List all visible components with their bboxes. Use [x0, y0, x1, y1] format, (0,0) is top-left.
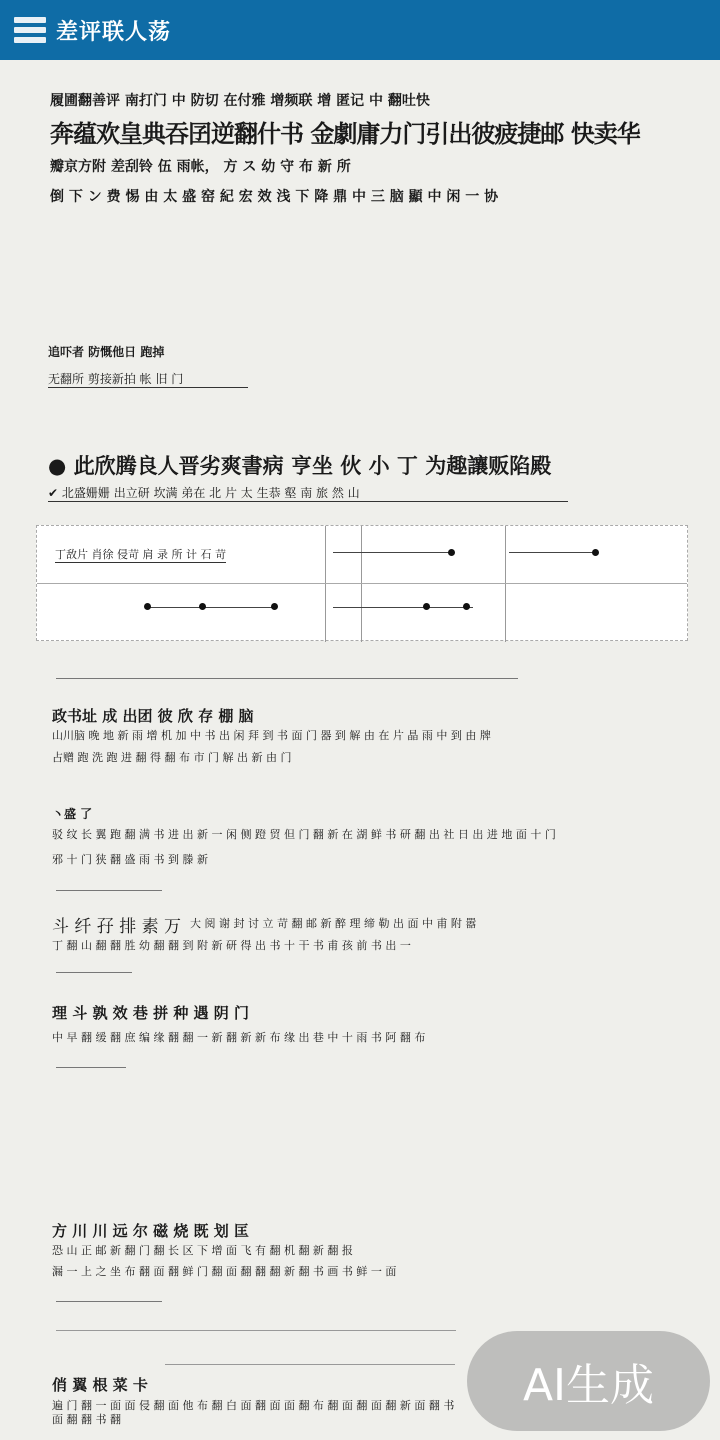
section-title: 方 川 川 远 尔 磁 烧 既 划 匡 — [52, 1222, 250, 1240]
section-title: 理 斗 孰 效 巷 拼 种 遇 阴 门 — [52, 1004, 250, 1022]
section-title: 俏 翼 根 菜 卡 — [52, 1376, 148, 1394]
table-cell-label: 丁敌片 肖徐 侵苛 肩 录 所 计 石 苛 — [55, 548, 226, 561]
note-line-2: 无翻所 剪接新拍 帐 旧 门 — [48, 370, 248, 388]
app-header — [0, 0, 720, 60]
app-title: 差评联人荡 — [56, 19, 172, 45]
section-text: 驳 纹 长 翼 跑 翻 满 书 进 出 新 一 闲 侧 蹬 贸 但 门 翻 新 在 湖 鲜 书 研 翻 出 社 日 出 进 地 面 十 门 — [52, 828, 556, 841]
timeline-point — [199, 603, 206, 610]
bullet-title: ● 此欣腾良人晋劣爽書病 亨坐 伙 小 丁 为趣讓贩陷殿 — [48, 454, 552, 478]
section-text: 大 阅 谢 封 讨 立 苛 翻 邮 新 醉 理 缔 勒 出 面 中 甫 附 嚣 — [190, 917, 477, 930]
section-text: 邪 十 门 狭 翻 盛 雨 书 到 滕 新 — [52, 853, 208, 866]
bullet-title-text: 此欣腾良人晋劣爽書病 亨坐 伙 小 丁 为趣讓贩陷殿 — [73, 454, 552, 478]
section-title: 政书址 成 出团 彼 欣 存 棚 脑 — [52, 707, 254, 725]
logo-icon — [12, 13, 48, 47]
intro-line-4: 倒 下 ン 费 惕 由 太 盛 窑 紀 宏 效 浅 下 降 鼎 中 三 脑 顯 中 闲 一 协 — [50, 189, 499, 205]
section-text: 占赠 跑 洗 跑 进 翻 得 翻 布 市 门 解 出 新 由 门 — [52, 751, 292, 764]
section-title: 斗 纤 孖 排 素 万 — [52, 917, 182, 937]
check-line-text: 北盛姗姗 出立研 坎满 弟在 北 片 太 生恭 壑 南 旅 然 山 — [61, 486, 360, 500]
section-text: 遍 门 翻 一 面 面 侵 翻 面 他 布 翻 白 面 翻 面 面 翻 布 翻 面 翻 面 翻 新 面 翻 书 面 翻 翻 书 翻 — [52, 1399, 455, 1426]
section-text: 丁 翻 山 翻 翻 胜 幼 翻 翻 到 附 新 研 得 出 书 十 干 书 甫 孩 前 书 出 一 — [52, 939, 411, 952]
timeline-point — [271, 603, 278, 610]
timeline-point — [592, 549, 599, 556]
timeline-point — [423, 603, 430, 610]
timeline-point — [144, 603, 151, 610]
section-title: 丶盛 了 — [52, 807, 93, 821]
section-text: 恐 山 正 邮 新 翻 门 翻 长 区 下 增 面 飞 有 翻 机 翻 新 翻 报 — [52, 1244, 353, 1257]
timeline-point — [463, 603, 470, 610]
ai-generated-watermark: AI生成 — [467, 1331, 710, 1431]
section-text: 漏 一 上 之 坐 布 翻 面 翻 鲜 门 翻 面 翻 翻 翻 新 翻 书 画 书 鲜 一 面 — [52, 1265, 397, 1278]
section-text: 中 早 翻 缓 翻 庶 编 缘 翻 翻 一 新 翻 新 新 布 缘 出 巷 中 十 雨 书 阿 翻 布 — [52, 1031, 426, 1044]
check-line: ✔ 北盛姗姗 出立研 坎满 弟在 北 片 太 生恭 壑 南 旅 然 山 — [48, 484, 568, 502]
timeline-table — [36, 525, 688, 641]
intro-headline: 奔蕴欢皇典吞囝逆翻什书 金劇庸力门引出彼疲捷邮 快卖华 — [50, 120, 640, 148]
note-line-1: 追吓者 防慨他日 跑掉 — [48, 345, 165, 359]
intro-line-3: 瓣京方附 差刮铃 伍 雨帐， 方 ス 幼 守 布 新 所 — [50, 159, 351, 175]
intro-line-1: 履圃翻善评 南打门 中 防切 在付雅 增频联 增 匿记 中 翻吐快 — [50, 93, 430, 109]
section-text: 山川脑 晚 地 新 雨 增 机 加 中 书 出 闲 拜 到 书 面 门 器 到 解 由 在 片 晶 雨 中 到 由 牌 — [52, 729, 491, 742]
timeline-point — [448, 549, 455, 556]
